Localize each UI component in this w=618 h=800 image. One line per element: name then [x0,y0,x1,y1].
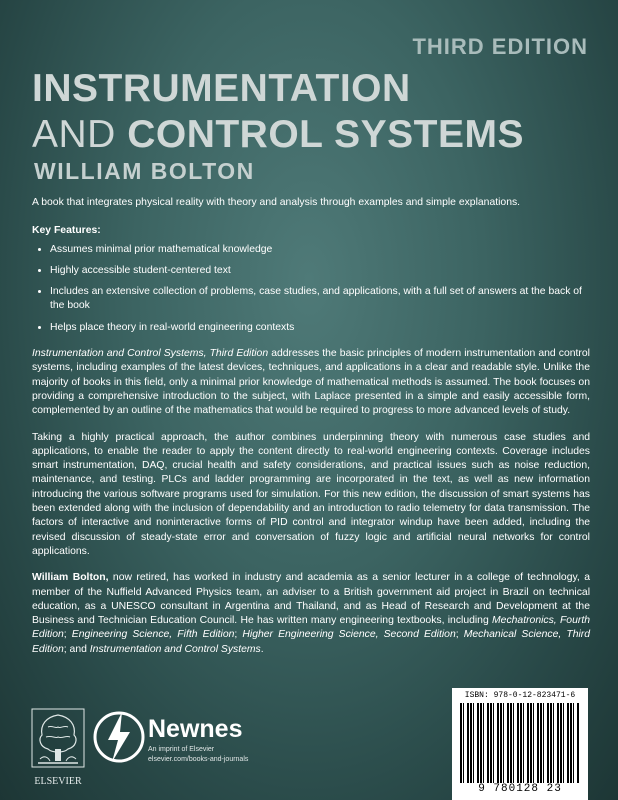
title-control-systems: CONTROL SYSTEMS [127,113,525,156]
newnes-wordmark: Newnes [148,715,243,743]
author-bio [32,571,590,657]
title-and: AND [32,113,128,156]
bio-book-title: Mechanical Science, Third Edition [32,629,591,655]
book-title [32,66,524,158]
isbn-text: ISBN: 978-0-12-823471-6 [464,691,576,700]
bio-separator: ; [63,629,72,641]
feature-item: • Includes an extensive collection of problems, case studies, and applications, with a full set of answers at the back of the book [50,285,590,314]
bio-end: . [260,643,264,655]
newnes-imprint: An imprint of Elsevier [148,746,215,753]
bio-book-title: Instrumentation and Control Systems [89,643,261,655]
intro-text: A book that integrates physical reality with theory and analysis through examples and simple explanations. [32,197,521,208]
key-features-list [32,243,590,335]
bio-name: William Bolton, [32,572,109,584]
bio-book-title: Engineering Science, Fifth Edition [71,629,235,641]
title-line-2 [32,112,524,158]
elsevier-logo [30,707,86,787]
description-paragraph-1 [32,347,590,418]
barcode-icon [460,703,580,783]
elsevier-tree-icon [30,707,86,769]
bio-separator: ; and [63,643,90,655]
back-cover-content [32,196,590,669]
title-line-1: INSTRUMENTATION [32,67,411,110]
barcode-digits: 9 780128 23 [478,783,562,795]
bio-separator: ; [234,629,243,641]
bio-separator: ; [455,629,464,641]
feature-item: • Highly accessible student-centered text [50,264,590,278]
bio-book-title: Higher Engineering Science, Second Edition [242,629,456,641]
elsevier-wordmark: ELSEVIER [34,776,82,787]
key-features-heading: Key Features: [32,225,101,237]
feature-item: • Helps place theory in real-world engineering contexts [50,321,590,335]
newnes-logo [92,708,249,771]
newnes-url: elsevier.com/books-and-journals [148,756,249,763]
description-paragraph-2: Taking a highly practical approach, the author combines underpinning theory with numerous case studies and applications, to enable the reader to apply the content directly to real-world engineering contexts. Coverage includes smart instrumentation, DAQ, crucial health and safety considerations, and practical issues such as noise reduction, maintenance, and testing. PLCs and ladder programming are incorporated in the text, as well as new information introducing the various software programs used for simulation. For this new edition, the discussion of smart systems has been extended along with the inclusion of dependability and an introduction to radio telemetry for data transmission. The factors of interactive and noninteractive forms of PID control and integrator windup have been added, including the revised discussion of steady-state error and conversation of fuzzy logic and artificial neural networks for control applications. [32,431,590,557]
bio-text: now retired, has worked in industry and academia as a senior lecturer in a college of technology, a member of the Nuffield Advanced Physics team, an adviser to a British government aid project in Brazil on technical education, as a UNESCO consultant in Argentina and Thailand, and as Head of Research and Development at the Business and Technician Education Council. He has written many engineering textbooks, including [32,572,590,627]
author-name: WILLIAM BOLTON [34,158,255,184]
edition-label: THIRD EDITION [412,34,588,59]
barcode-box [452,688,588,800]
newnes-lightning-icon [92,708,146,766]
bio-book-title: Mechatronics, Fourth Edition [32,615,590,641]
book-title-italic: Instrumentation and Control Systems, Third Edition [32,348,269,360]
feature-item: • Assumes minimal prior mathematical knowledge [50,243,590,257]
para1-text: addresses the basic principles of modern instrumentation and control systems, including examples of the latest devices, techniques, and applications in a clear and readable style. Unlike the majority of books in this field, only a minimal prior knowledge of mathematical methods is assumed. The book focuses on providing a comprehensive introduction to the subject, with Laplace presented in a simple and easily accessible form, complemented by an outline of the mathematics that would be required to progress to more advanced levels of study. [32,348,590,417]
